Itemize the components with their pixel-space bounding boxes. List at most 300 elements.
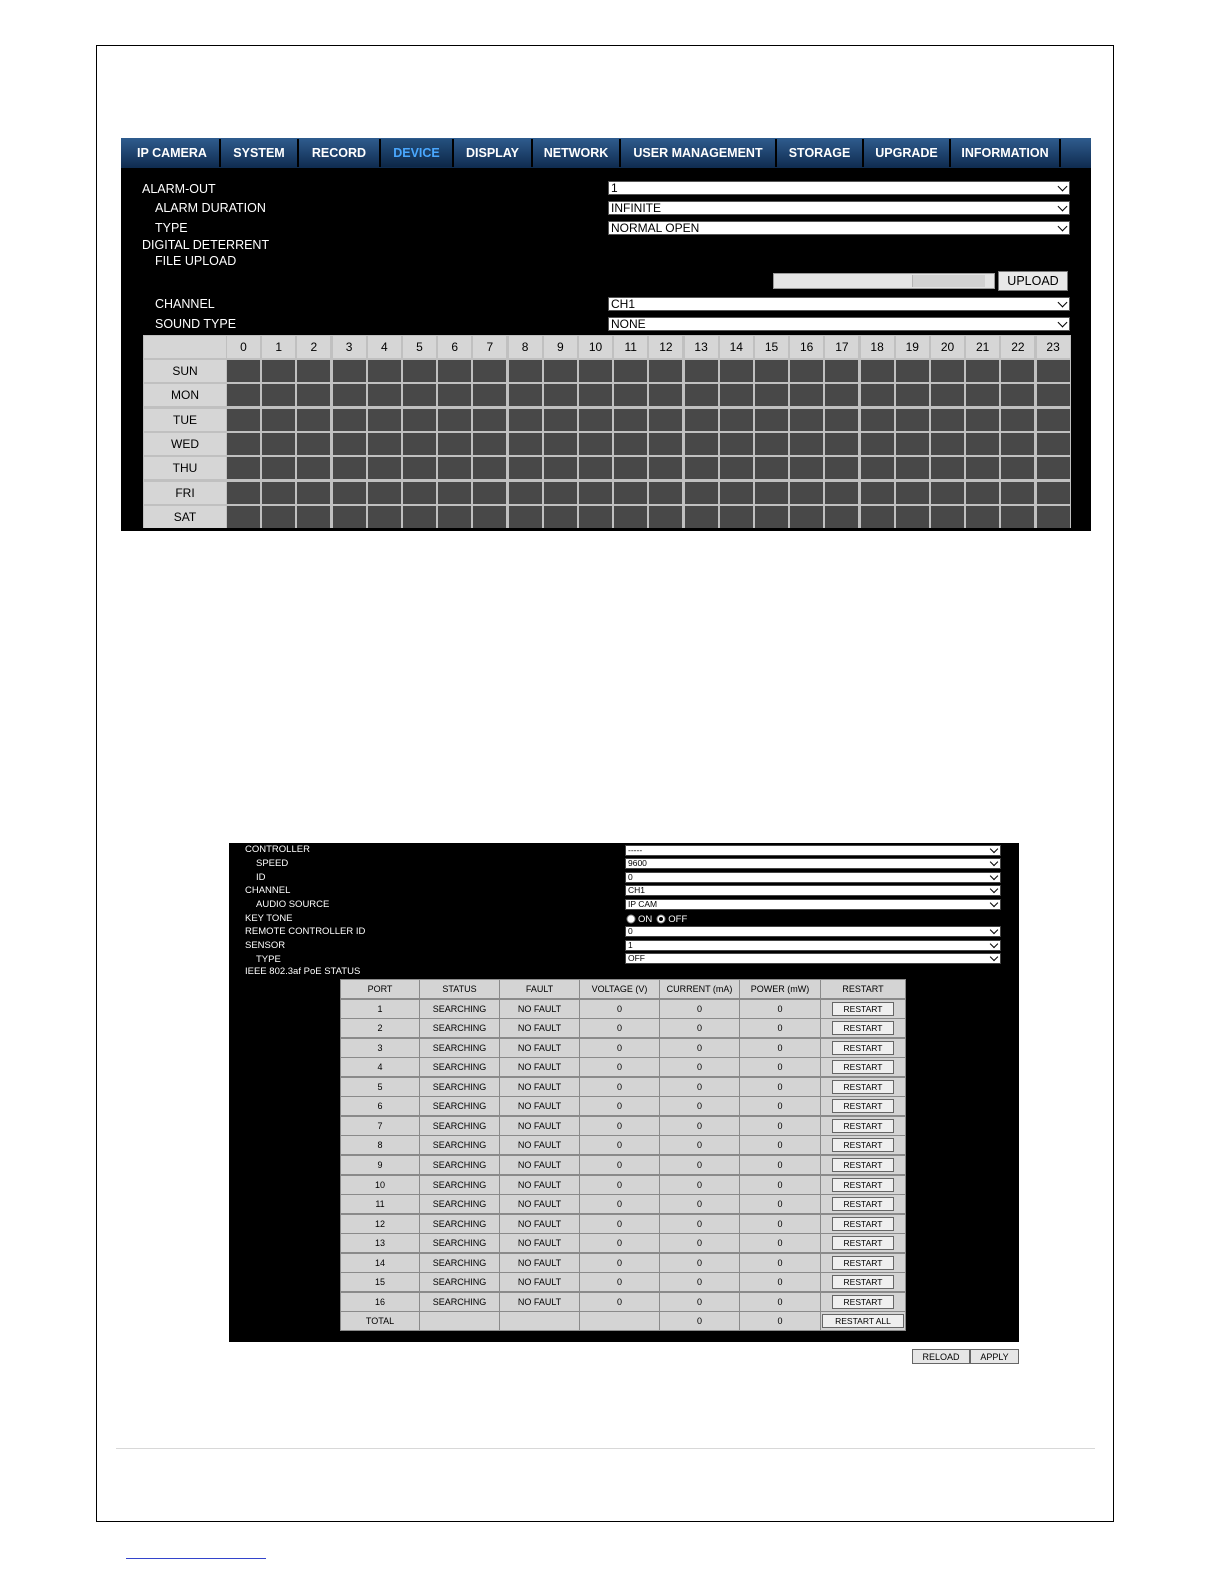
poe-cell-fault: NO FAULT: [500, 1078, 579, 1096]
schedule-cell[interactable]: [227, 482, 260, 504]
schedule-cell[interactable]: [297, 482, 330, 504]
schedule-cell[interactable]: [931, 409, 964, 431]
poe-cell-current: 0: [660, 1195, 739, 1213]
digital-deterrent-label: DIGITAL DETERRENT: [142, 238, 270, 252]
restart-button[interactable]: RESTART: [832, 1197, 894, 1211]
poe-cell-status: SEARCHING: [420, 1156, 499, 1174]
schedule-cell[interactable]: [649, 360, 682, 382]
sensor-select[interactable]: [625, 940, 1001, 951]
schedule-cell[interactable]: [473, 506, 506, 528]
poe-cell-status: SEARCHING: [420, 1117, 499, 1135]
poe-cell-fault: NO FAULT: [500, 1234, 579, 1252]
schedule-cell[interactable]: [685, 482, 718, 504]
alarm-out-label: ALARM-OUT: [142, 182, 216, 196]
schedule-cell[interactable]: [825, 482, 858, 504]
restart-button[interactable]: RESTART: [832, 1119, 894, 1133]
poe-cell-voltage: 0: [580, 1058, 659, 1076]
schedule-cell[interactable]: [825, 506, 858, 528]
hour-header: 16: [790, 336, 823, 358]
schedule-cell[interactable]: [966, 433, 999, 455]
schedule-cell[interactable]: [720, 506, 753, 528]
schedule-cell[interactable]: [649, 433, 682, 455]
schedule-cell[interactable]: [262, 409, 295, 431]
chevron-down-icon: [990, 899, 998, 907]
schedule-cell[interactable]: [473, 384, 506, 406]
day-label-mon: MON: [144, 384, 226, 406]
schedule-cell[interactable]: [544, 457, 577, 479]
schedule-cell[interactable]: [1037, 409, 1070, 431]
schedule-cell[interactable]: [297, 384, 330, 406]
schedule-cell[interactable]: [438, 360, 471, 382]
schedule-cell[interactable]: [368, 384, 401, 406]
poe-header-cell: POWER (mW): [740, 980, 820, 998]
chevron-down-icon: [990, 845, 998, 853]
poe-cell-voltage: 0: [580, 1195, 659, 1213]
poe-cell-port: 4: [341, 1058, 419, 1076]
schedule-cell[interactable]: [579, 409, 612, 431]
schedule-cell[interactable]: [861, 360, 894, 382]
schedule-cell[interactable]: [333, 409, 366, 431]
schedule-cell[interactable]: [509, 360, 542, 382]
tab-upgrade[interactable]: UPGRADE: [864, 139, 951, 167]
schedule-cell[interactable]: [614, 433, 647, 455]
speed-select[interactable]: [625, 858, 1001, 869]
schedule-cell[interactable]: [333, 482, 366, 504]
controller-value: -----: [628, 845, 643, 855]
poe-cell-current: 0: [660, 1254, 739, 1272]
poe-cell-fault: NO FAULT: [500, 1273, 579, 1291]
audio-source-label: AUDIO SOURCE: [256, 899, 330, 910]
poe-cell-current: 0: [660, 1097, 739, 1115]
browse-button[interactable]: [912, 275, 985, 287]
schedule-cell[interactable]: [333, 384, 366, 406]
channel-label: CHANNEL: [155, 297, 215, 311]
hour-header: 5: [403, 336, 436, 358]
schedule-cell[interactable]: [720, 433, 753, 455]
schedule-cell[interactable]: [368, 360, 401, 382]
schedule-cell[interactable]: [438, 482, 471, 504]
schedule-cell[interactable]: [262, 433, 295, 455]
poe-cell-status: SEARCHING: [420, 1254, 499, 1272]
schedule-cell[interactable]: [931, 433, 964, 455]
schedule-cell[interactable]: [825, 360, 858, 382]
poe-total-cell: TOTAL: [341, 1312, 419, 1330]
schedule-cell[interactable]: [227, 506, 260, 528]
tab-record[interactable]: RECORD: [299, 139, 381, 167]
schedule-cell[interactable]: [544, 482, 577, 504]
schedule-cell[interactable]: [544, 409, 577, 431]
alarm-out-select[interactable]: [608, 181, 1070, 195]
upload-button[interactable]: UPLOAD: [998, 271, 1068, 291]
schedule-cell[interactable]: [544, 433, 577, 455]
schedule-cell[interactable]: [896, 384, 929, 406]
key-tone-off-radio[interactable]: [656, 914, 666, 924]
poe-cell-current: 0: [660, 1019, 739, 1037]
schedule-cell[interactable]: [966, 457, 999, 479]
alarm-duration-label: ALARM DURATION: [155, 201, 266, 215]
poe-cell-power: 0: [740, 1156, 820, 1174]
chevron-down-icon: [1058, 182, 1068, 192]
footer-link-underline: [126, 1558, 266, 1559]
schedule-cell[interactable]: [896, 409, 929, 431]
key-tone-off-label: OFF: [668, 913, 688, 925]
schedule-cell[interactable]: [896, 457, 929, 479]
schedule-cell[interactable]: [579, 482, 612, 504]
schedule-cell[interactable]: [614, 482, 647, 504]
schedule-cell[interactable]: [931, 360, 964, 382]
poe-cell-fault: NO FAULT: [500, 1019, 579, 1037]
tab-display[interactable]: DISPLAY: [454, 139, 533, 167]
schedule-cell[interactable]: [1001, 384, 1034, 406]
schedule-cell[interactable]: [297, 433, 330, 455]
tab-network[interactable]: NETWORK: [533, 139, 621, 167]
schedule-cell[interactable]: [509, 433, 542, 455]
schedule-cell[interactable]: [614, 360, 647, 382]
poe-cell-power: 0: [740, 1195, 820, 1213]
schedule-cell[interactable]: [1001, 360, 1034, 382]
schedule-cell[interactable]: [825, 457, 858, 479]
schedule-cell[interactable]: [720, 482, 753, 504]
schedule-cell[interactable]: [227, 457, 260, 479]
schedule-cell[interactable]: [579, 384, 612, 406]
chevron-down-icon: [990, 953, 998, 961]
schedule-cell[interactable]: [790, 360, 823, 382]
schedule-cell[interactable]: [227, 433, 260, 455]
schedule-cell[interactable]: [403, 506, 436, 528]
poe-total-cell: [580, 1312, 659, 1330]
schedule-cell[interactable]: [755, 384, 788, 406]
schedule-cell[interactable]: [473, 457, 506, 479]
schedule-cell[interactable]: [579, 360, 612, 382]
schedule-cell[interactable]: [403, 457, 436, 479]
schedule-cell[interactable]: [755, 433, 788, 455]
schedule-cell[interactable]: [931, 384, 964, 406]
schedule-cell[interactable]: [473, 433, 506, 455]
schedule-cell[interactable]: [333, 506, 366, 528]
schedule-cell[interactable]: [1001, 409, 1034, 431]
schedule-cell[interactable]: [1037, 360, 1070, 382]
schedule-cell[interactable]: [614, 409, 647, 431]
schedule-cell[interactable]: [368, 482, 401, 504]
schedule-cell[interactable]: [544, 506, 577, 528]
schedule-cell[interactable]: [403, 482, 436, 504]
poe-cell-status: SEARCHING: [420, 1097, 499, 1115]
id-select[interactable]: [625, 872, 1001, 883]
schedule-cell[interactable]: [861, 482, 894, 504]
hour-header: 23: [1037, 336, 1070, 358]
hour-header: 3: [333, 336, 366, 358]
schedule-cell[interactable]: [579, 433, 612, 455]
schedule-cell[interactable]: [614, 384, 647, 406]
schedule-cell[interactable]: [649, 506, 682, 528]
schedule-cell[interactable]: [755, 506, 788, 528]
schedule-cell[interactable]: [720, 457, 753, 479]
channel-select[interactable]: [608, 297, 1070, 311]
channel2-select[interactable]: [625, 885, 1001, 896]
poe-cell-status: SEARCHING: [420, 1019, 499, 1037]
schedule-cell[interactable]: [333, 433, 366, 455]
sensor-type-select[interactable]: [625, 953, 1001, 964]
poe-status-table: [340, 979, 906, 1331]
schedule-cell[interactable]: [438, 457, 471, 479]
schedule-cell[interactable]: [685, 457, 718, 479]
hour-header: 13: [685, 336, 718, 358]
schedule-cell[interactable]: [262, 457, 295, 479]
schedule-cell[interactable]: [403, 433, 436, 455]
schedule-cell[interactable]: [790, 384, 823, 406]
remote-controller-id-value: 0: [628, 926, 633, 936]
schedule-cell[interactable]: [509, 457, 542, 479]
restart-button[interactable]: RESTART: [832, 1295, 894, 1309]
schedule-cell[interactable]: [227, 360, 260, 382]
schedule-cell[interactable]: [544, 360, 577, 382]
schedule-cell[interactable]: [931, 482, 964, 504]
poe-cell-power: 0: [740, 1117, 820, 1135]
apply-button[interactable]: APPLY: [970, 1349, 1019, 1364]
schedule-cell[interactable]: [333, 360, 366, 382]
tab-device[interactable]: DEVICE: [381, 139, 454, 167]
poe-cell-port: 15: [341, 1273, 419, 1291]
poe-cell-current: 0: [660, 1058, 739, 1076]
schedule-cell[interactable]: [720, 360, 753, 382]
controller-select[interactable]: [625, 845, 1001, 856]
reload-button[interactable]: RELOAD: [912, 1349, 970, 1364]
alarm-out-value: 1: [611, 181, 618, 195]
schedule-cell[interactable]: [333, 457, 366, 479]
schedule-cell[interactable]: [509, 409, 542, 431]
schedule-cell[interactable]: [368, 409, 401, 431]
schedule-cell[interactable]: [438, 433, 471, 455]
schedule-cell[interactable]: [368, 433, 401, 455]
poe-cell-current: 0: [660, 1293, 739, 1311]
restart-button[interactable]: RESTART: [832, 1178, 894, 1192]
chevron-down-icon: [1058, 222, 1068, 232]
schedule-cell[interactable]: [755, 457, 788, 479]
restart-button[interactable]: RESTART: [832, 1158, 894, 1172]
remote-controller-id-select[interactable]: [625, 926, 1001, 937]
schedule-cell[interactable]: [755, 409, 788, 431]
key-tone-on-radio[interactable]: [626, 914, 636, 924]
schedule-cell[interactable]: [825, 433, 858, 455]
schedule-cell[interactable]: [966, 506, 999, 528]
type-select[interactable]: [608, 221, 1070, 235]
device-settings-panel: [121, 138, 1091, 531]
schedule-cell[interactable]: [297, 506, 330, 528]
schedule-cell[interactable]: [685, 506, 718, 528]
poe-cell-voltage: 0: [580, 1273, 659, 1291]
schedule-cell[interactable]: [403, 409, 436, 431]
restart-button[interactable]: RESTART: [832, 1236, 894, 1250]
schedule-cell[interactable]: [649, 384, 682, 406]
schedule-cell[interactable]: [966, 482, 999, 504]
schedule-cell[interactable]: [861, 457, 894, 479]
poe-cell-port: 9: [341, 1156, 419, 1174]
schedule-cell[interactable]: [1037, 506, 1070, 528]
schedule-cell[interactable]: [1001, 457, 1034, 479]
restart-button[interactable]: RESTART: [832, 1217, 894, 1231]
poe-header-cell: PORT: [341, 980, 419, 998]
footer-divider: [116, 1448, 1095, 1449]
schedule-cell[interactable]: [473, 409, 506, 431]
schedule-cell[interactable]: [262, 506, 295, 528]
schedule-cell[interactable]: [368, 506, 401, 528]
sound-type-select[interactable]: [608, 317, 1070, 331]
restart-button[interactable]: RESTART: [832, 1041, 894, 1055]
hour-header: 2: [297, 336, 330, 358]
schedule-cell[interactable]: [403, 360, 436, 382]
schedule-cell[interactable]: [861, 384, 894, 406]
hour-header: 12: [649, 336, 682, 358]
schedule-cell[interactable]: [579, 457, 612, 479]
schedule-cell[interactable]: [262, 360, 295, 382]
day-label-sun: SUN: [144, 360, 226, 382]
schedule-cell[interactable]: [685, 384, 718, 406]
poe-cell-fault: NO FAULT: [500, 1215, 579, 1233]
poe-cell-status: SEARCHING: [420, 1176, 499, 1194]
schedule-cell[interactable]: [685, 360, 718, 382]
schedule-cell[interactable]: [790, 506, 823, 528]
poe-header-cell: VOLTAGE (V): [580, 980, 659, 998]
schedule-cell[interactable]: [297, 360, 330, 382]
schedule-cell[interactable]: [825, 409, 858, 431]
restart-button[interactable]: RESTART: [832, 1060, 894, 1074]
restart-all-button[interactable]: RESTART ALL: [822, 1314, 904, 1328]
schedule-cell[interactable]: [896, 433, 929, 455]
poe-cell-port: 5: [341, 1078, 419, 1096]
schedule-cell[interactable]: [509, 506, 542, 528]
schedule-cell[interactable]: [966, 384, 999, 406]
schedule-cell[interactable]: [790, 433, 823, 455]
schedule-cell[interactable]: [579, 506, 612, 528]
schedule-cell[interactable]: [790, 409, 823, 431]
schedule-cell[interactable]: [1001, 506, 1034, 528]
schedule-cell[interactable]: [473, 482, 506, 504]
schedule-cell[interactable]: [649, 482, 682, 504]
tab-system[interactable]: SYSTEM: [221, 139, 299, 167]
chevron-down-icon: [990, 885, 998, 893]
restart-button[interactable]: RESTART: [832, 1021, 894, 1035]
schedule-cell[interactable]: [861, 409, 894, 431]
schedule-cell[interactable]: [614, 457, 647, 479]
poe-cell-port: 2: [341, 1019, 419, 1037]
poe-cell-fault: NO FAULT: [500, 1117, 579, 1135]
restart-button[interactable]: RESTART: [832, 1080, 894, 1094]
schedule-cell[interactable]: [297, 457, 330, 479]
poe-cell-current: 0: [660, 1000, 739, 1018]
schedule-cell[interactable]: [966, 409, 999, 431]
schedule-cell[interactable]: [896, 482, 929, 504]
schedule-cell[interactable]: [1001, 433, 1034, 455]
schedule-cell[interactable]: [1037, 384, 1070, 406]
schedule-cell[interactable]: [473, 360, 506, 382]
poe-cell-fault: NO FAULT: [500, 1058, 579, 1076]
restart-button[interactable]: RESTART: [832, 1099, 894, 1113]
schedule-cell[interactable]: [438, 384, 471, 406]
hour-header: 0: [227, 336, 260, 358]
poe-cell-port: 14: [341, 1254, 419, 1272]
day-label-tue: TUE: [144, 409, 226, 431]
schedule-cell[interactable]: [861, 433, 894, 455]
hour-header: 7: [473, 336, 506, 358]
alarm-duration-select[interactable]: [608, 201, 1070, 215]
schedule-cell[interactable]: [755, 482, 788, 504]
sensor-label: SENSOR: [245, 940, 286, 951]
schedule-cell[interactable]: [861, 506, 894, 528]
schedule-cell[interactable]: [931, 457, 964, 479]
schedule-cell[interactable]: [509, 384, 542, 406]
schedule-cell[interactable]: [1037, 457, 1070, 479]
poe-cell-status: SEARCHING: [420, 1039, 499, 1057]
restart-button[interactable]: RESTART: [832, 1002, 894, 1016]
schedule-cell[interactable]: [720, 384, 753, 406]
day-label-sat: SAT: [144, 506, 226, 528]
tab-storage[interactable]: STORAGE: [777, 139, 864, 167]
schedule-cell[interactable]: [966, 360, 999, 382]
file-path-field[interactable]: [773, 273, 995, 289]
poe-cell-power: 0: [740, 1273, 820, 1291]
schedule-cell[interactable]: [790, 457, 823, 479]
schedule-cell[interactable]: [896, 506, 929, 528]
schedule-cell[interactable]: [649, 409, 682, 431]
schedule-cell[interactable]: [368, 457, 401, 479]
schedule-cell[interactable]: [649, 457, 682, 479]
tab-information[interactable]: INFORMATION: [951, 139, 1061, 167]
schedule-cell[interactable]: [227, 409, 260, 431]
schedule-cell[interactable]: [685, 433, 718, 455]
schedule-cell[interactable]: [262, 384, 295, 406]
hour-header: 4: [368, 336, 401, 358]
schedule-cell[interactable]: [1001, 482, 1034, 504]
schedule-cell[interactable]: [755, 360, 788, 382]
tab-ip-camera[interactable]: IP CAMERA: [125, 139, 221, 167]
hour-header: 17: [825, 336, 858, 358]
schedule-cell[interactable]: [790, 482, 823, 504]
schedule-cell[interactable]: [1037, 433, 1070, 455]
poe-cell-voltage: 0: [580, 1039, 659, 1057]
schedule-cell[interactable]: [720, 409, 753, 431]
restart-button[interactable]: RESTART: [832, 1275, 894, 1289]
schedule-cell[interactable]: [509, 482, 542, 504]
sensor-type-label: TYPE: [256, 954, 281, 965]
schedule-cell[interactable]: [685, 409, 718, 431]
schedule-cell[interactable]: [544, 384, 577, 406]
chevron-down-icon: [990, 940, 998, 948]
chevron-down-icon: [1058, 298, 1068, 308]
schedule-cell[interactable]: [403, 384, 436, 406]
restart-button[interactable]: RESTART: [832, 1256, 894, 1270]
tab-user-management[interactable]: USER MANAGEMENT: [621, 139, 777, 167]
restart-button[interactable]: RESTART: [832, 1138, 894, 1152]
schedule-cell[interactable]: [614, 506, 647, 528]
schedule-cell[interactable]: [227, 384, 260, 406]
channel2-value: CH1: [628, 885, 646, 895]
schedule-cell[interactable]: [931, 506, 964, 528]
schedule-cell[interactable]: [825, 384, 858, 406]
schedule-cell[interactable]: [1037, 482, 1070, 504]
poe-cell-power: 0: [740, 1136, 820, 1154]
poe-cell-fault: NO FAULT: [500, 1097, 579, 1115]
sensor-type-value: OFF: [628, 953, 645, 963]
hour-header: 15: [755, 336, 788, 358]
schedule-cell[interactable]: [438, 506, 471, 528]
schedule-cell[interactable]: [438, 409, 471, 431]
schedule-cell[interactable]: [262, 482, 295, 504]
audio-source-select[interactable]: [625, 899, 1001, 910]
schedule-cell[interactable]: [297, 409, 330, 431]
poe-cell-power: 0: [740, 1215, 820, 1233]
hour-header: 10: [579, 336, 612, 358]
schedule-cell[interactable]: [896, 360, 929, 382]
